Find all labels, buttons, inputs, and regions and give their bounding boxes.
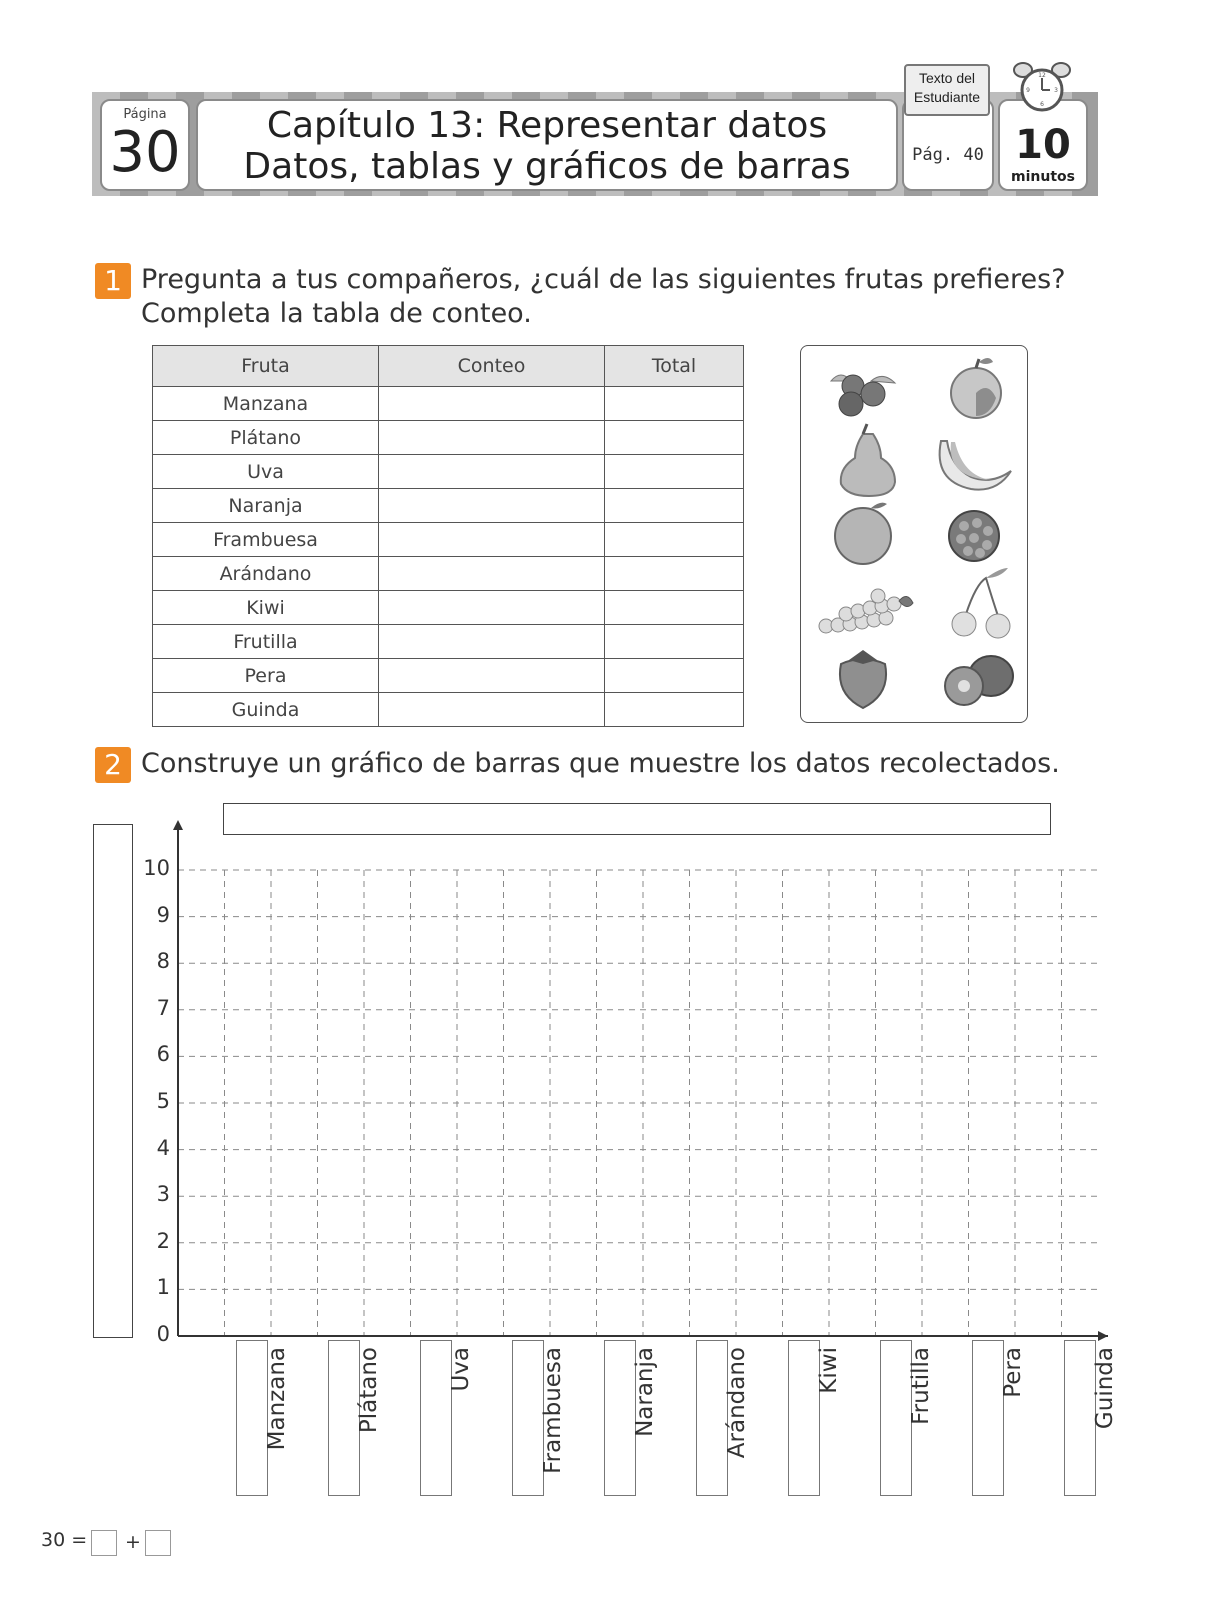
x-tick-label: Frambuesa	[540, 1347, 566, 1474]
x-tick-label: Uva	[448, 1347, 474, 1392]
x-tick-label: Frutilla	[908, 1347, 934, 1425]
x-category-box	[328, 1340, 382, 1496]
y-tick-label: 0	[156, 1322, 170, 1346]
fruit-name: Frambuesa	[153, 523, 379, 557]
x-category-box	[880, 1340, 934, 1496]
footer-equation	[41, 1529, 87, 1551]
axes	[173, 820, 1108, 1341]
grid-lines	[178, 870, 1102, 1336]
chapter-title: Capítulo 13: Representar datos	[266, 105, 828, 146]
plus-sign: +	[125, 1531, 141, 1553]
header-total: Total	[605, 346, 744, 387]
y-axis-arrow-icon	[173, 820, 183, 830]
x-tick-label: Guinda	[1092, 1347, 1118, 1430]
fruit-name: Pera	[153, 659, 379, 693]
svg-text:6: 6	[1040, 101, 1044, 108]
x-category-box	[604, 1340, 658, 1496]
exercise-1-instruction-line2: Completa la tabla de conteo.	[141, 298, 532, 329]
svg-text:12: 12	[1038, 72, 1046, 79]
y-tick-label: 10	[143, 856, 170, 880]
fruit-name: Arándano	[153, 557, 379, 591]
fruit-name: Guinda	[153, 693, 379, 727]
addend-box-2[interactable]	[145, 1530, 171, 1556]
book-tag-line2: Estudiante	[913, 89, 981, 105]
x-category-box	[788, 1340, 842, 1496]
fruit-name: Manzana	[153, 387, 379, 421]
student-text-page: Pág. 40	[912, 145, 984, 165]
x-tick-label: Naranja	[632, 1347, 658, 1437]
y-tick-label: 4	[156, 1135, 170, 1160]
fruit-name: Uva	[153, 455, 379, 489]
fruit-name: Plátano	[153, 421, 379, 455]
svg-text:9: 9	[1026, 87, 1030, 94]
y-tick-label: 1	[156, 1275, 170, 1300]
x-category-box	[696, 1340, 750, 1496]
addend-box-1[interactable]	[91, 1530, 117, 1556]
page-label: Página	[123, 107, 167, 122]
x-tick-label: Manzana	[264, 1347, 290, 1451]
book-tag-line1: Texto del	[918, 70, 976, 86]
y-tick-label: 9	[156, 902, 170, 927]
x-category-box	[236, 1340, 290, 1496]
fruit-name: Frutilla	[153, 625, 379, 659]
y-tick-label: 8	[156, 949, 170, 974]
y-tick-label: 7	[156, 995, 170, 1020]
footer-equation-prefix: 30 =	[41, 1529, 88, 1551]
header-fruit: Fruta	[153, 346, 379, 387]
y-tick-label: 2	[156, 1228, 170, 1253]
x-tick-label: Kiwi	[816, 1347, 842, 1394]
x-category-box	[1064, 1340, 1118, 1496]
svg-text:3: 3	[1054, 87, 1058, 94]
exercise-2-number: 2	[95, 747, 131, 783]
header-tally: Conteo	[379, 346, 605, 387]
x-tick-label: Plátano	[356, 1347, 382, 1434]
y-tick-label: 5	[156, 1089, 170, 1113]
x-tick-label: Pera	[1000, 1347, 1026, 1398]
page-number: 30	[109, 120, 181, 185]
fruit-name: Kiwi	[153, 591, 379, 625]
y-tick-label: 3	[156, 1182, 170, 1207]
fruit-name: Naranja	[153, 489, 379, 523]
exercise-1-instruction-line1: Pregunta a tus compañeros, ¿cuál de las siguientes frutas prefieres?	[141, 264, 1066, 295]
x-axis-arrow-icon	[1098, 1331, 1108, 1341]
time-value: 10	[1015, 122, 1071, 168]
time-unit: minutos	[1011, 169, 1075, 185]
x-category-box	[972, 1340, 1026, 1496]
y-tick-label: 6	[156, 1042, 170, 1067]
x-category-box	[512, 1340, 566, 1496]
x-tick-label: Arándano	[724, 1347, 750, 1459]
exercise-2-instruction: Construye un gráfico de barras que muestre los datos recolectados.	[141, 748, 1060, 779]
exercise-1-number: 1	[95, 263, 131, 299]
x-category-box	[420, 1340, 474, 1496]
lesson-title: Datos, tablas y gráficos de barras	[243, 146, 851, 187]
